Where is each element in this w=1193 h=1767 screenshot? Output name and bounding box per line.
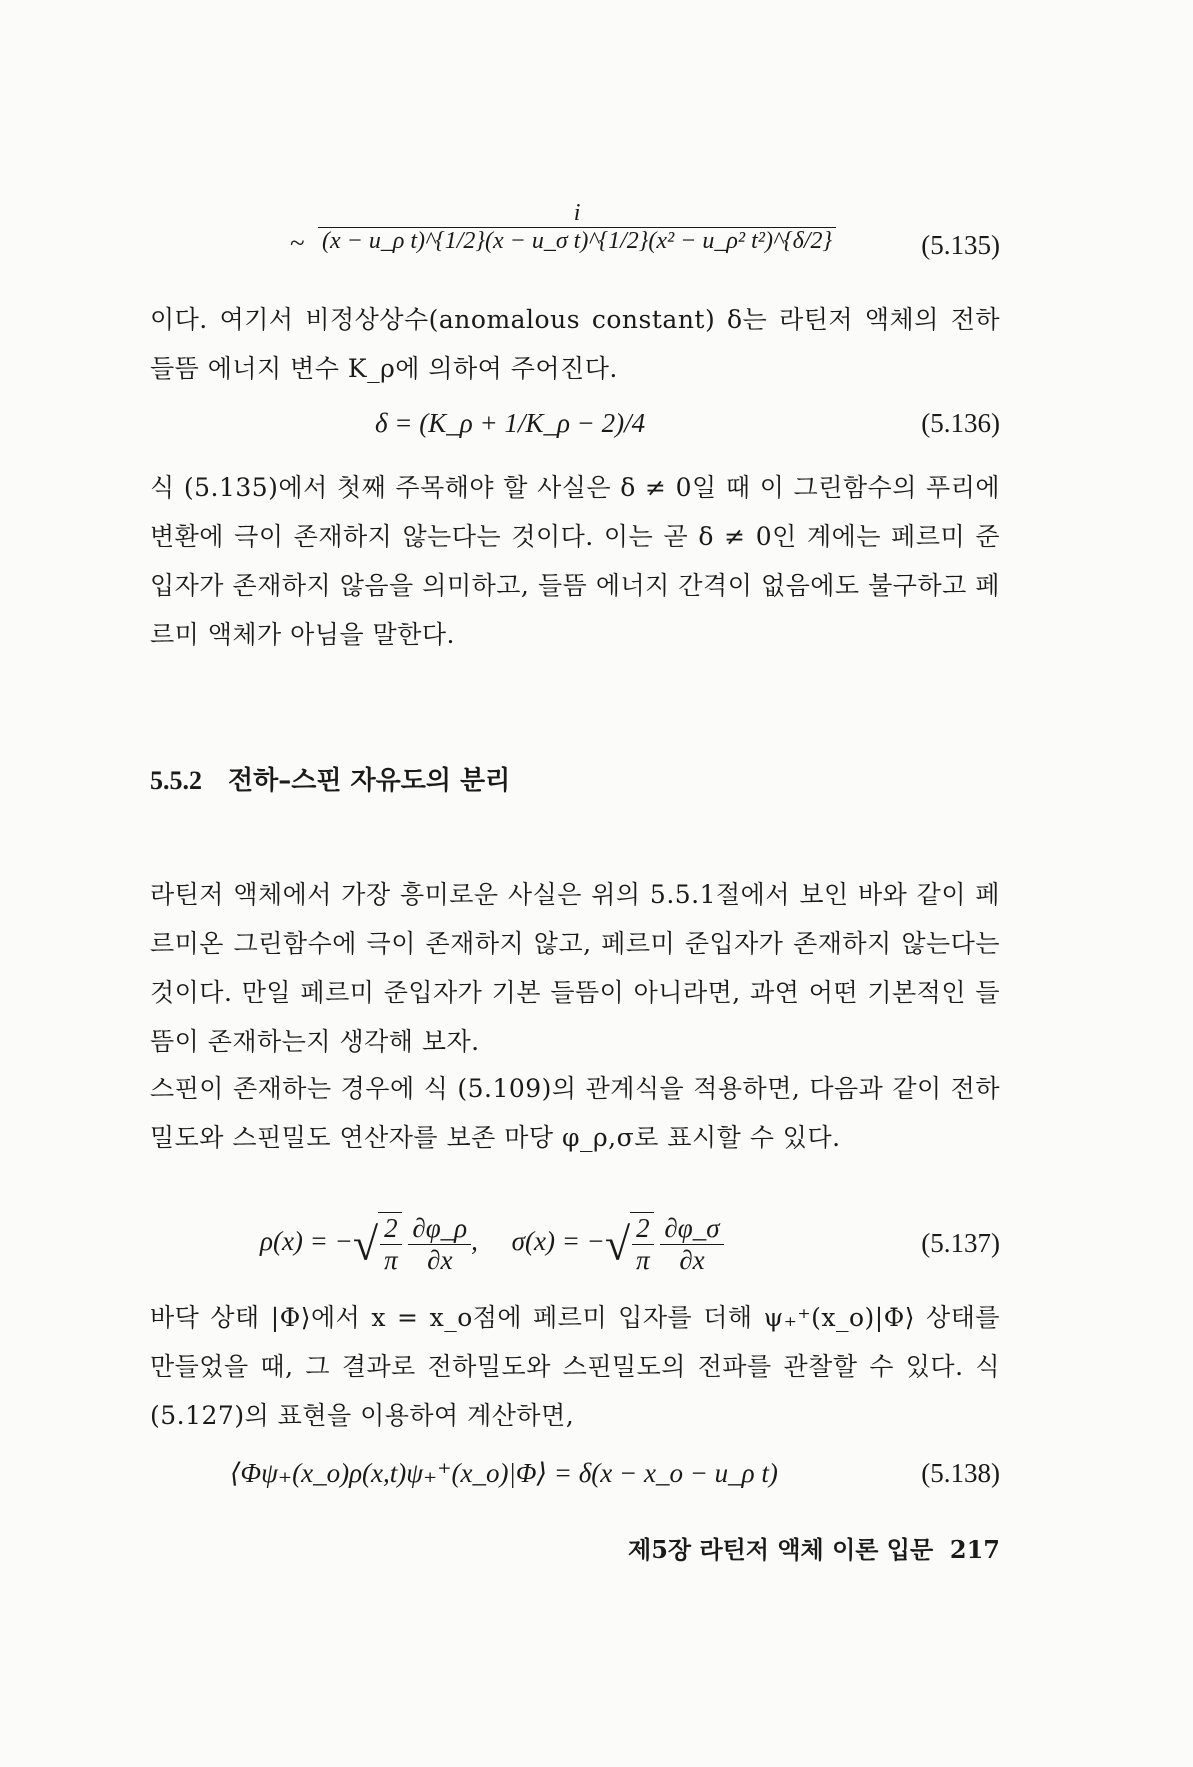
tilde-symbol: ~ <box>290 228 305 258</box>
equation-5-136 <box>150 400 1000 450</box>
equation-5-135 <box>150 200 1000 280</box>
paragraph-4 <box>150 1064 1000 1162</box>
paragraph-5 <box>150 1293 1000 1440</box>
paragraph-text: 식 (5.135)에서 첫째 주목해야 할 사실은 δ ≠ 0일 때 이 그린함수의 푸리에변환에 극이 존재하지 않는다는 것이다. 이는 곧 δ ≠ 0인 계에는 페르미 준입자가 존재하지 않음을 의미하고, 들뜸 에너지 간격이 없음에도 불구하고 페르미 액체가 아님을 말한다. <box>150 473 1000 649</box>
equation-fraction <box>318 200 836 255</box>
derivative-numerator: ∂φ_ρ <box>408 1213 471 1245</box>
section-number: 5.5.2 <box>150 766 202 795</box>
equation-body <box>260 1212 724 1276</box>
paragraph-text: 바닥 상태 |Φ⟩에서 x = x_o점에 페르미 입자를 더해 ψ₊⁺(x_o)|Φ⟩ 상태를 만들었을 때, 그 결과로 전하밀도와 스핀밀도의 전파를 관찰할 수 있다. 식 (5.127)의 표현을 이용하여 계산하면, <box>150 1303 1000 1430</box>
separator: , <box>471 1226 478 1257</box>
paragraph-2 <box>150 463 1000 659</box>
section-title: 전하–스핀 자유도의 분리 <box>228 766 511 796</box>
paragraph-text: 스핀이 존재하는 경우에 식 (5.109)의 관계식을 적용하면, 다음과 같이 전하밀도와 스핀밀도 연산자를 보존 마당 φ_ρ,σ로 표시할 수 있다. <box>150 1074 1000 1152</box>
equation-5-138 <box>150 1450 1000 1500</box>
sqrt-sign: √ <box>352 1218 379 1270</box>
paragraph-1 <box>150 295 1000 393</box>
fraction-numerator: i <box>318 200 836 228</box>
sqrt-denominator: π <box>384 1245 398 1275</box>
equation-number: (5.135) <box>921 230 1000 260</box>
paragraph-3 <box>150 870 1000 1066</box>
sqrt-sign: √ <box>604 1218 631 1270</box>
derivative-denominator: ∂x <box>679 1244 705 1275</box>
equation-5-137 <box>150 1200 1000 1280</box>
sqrt-numerator: 2 <box>632 1213 654 1245</box>
rho-lhs: ρ(x) = − <box>260 1226 353 1257</box>
sqrt-numerator: 2 <box>380 1213 402 1245</box>
equation-number: (5.138) <box>921 1458 1000 1488</box>
equation-body: ⟨Φψ₊(x_o)ρ(x,t)ψ₊⁺(x_o)|Φ⟩ = δ(x − x_o − u_ρ t) <box>230 1458 778 1488</box>
sqrt-denominator: π <box>636 1245 650 1275</box>
derivative-numerator: ∂φ_σ <box>660 1213 723 1245</box>
page-number: 217 <box>949 1535 1000 1564</box>
section-heading <box>150 760 510 797</box>
paragraph-text: 이다. 여기서 비정상상수(anomalous constant) δ는 라틴저 액체의 전하 들뜸 에너지 변수 K_ρ에 의하여 주어진다. <box>150 305 1000 383</box>
page-footer <box>628 1530 1000 1565</box>
running-head: 제5장 라틴저 액체 이론 입문 <box>628 1535 934 1564</box>
equation-number: (5.137) <box>921 1228 1000 1258</box>
equation-number: (5.136) <box>921 408 1000 438</box>
equation-body: δ = (K_ρ + 1/K_ρ − 2)/4 <box>375 408 646 438</box>
derivative-denominator: ∂x <box>427 1244 453 1275</box>
sigma-lhs: σ(x) = − <box>511 1226 605 1257</box>
paragraph-text: 라틴저 액체에서 가장 흥미로운 사실은 위의 5.5.1절에서 보인 바와 같이 페르미온 그린함수에 극이 존재하지 않고, 페르미 준입자가 존재하지 않는다는 것이다. 만일 페르미 준입자가 기본 들뜸이 아니라면, 과연 어떤 기본적인 들뜸이 존재하는지 생각해 보자. <box>150 880 1000 1056</box>
fraction-denominator: (x − u_ρ t)^{1/2}(x − u_σ t)^{1/2}(x² − u_ρ² t²)^{δ/2} <box>322 228 833 254</box>
